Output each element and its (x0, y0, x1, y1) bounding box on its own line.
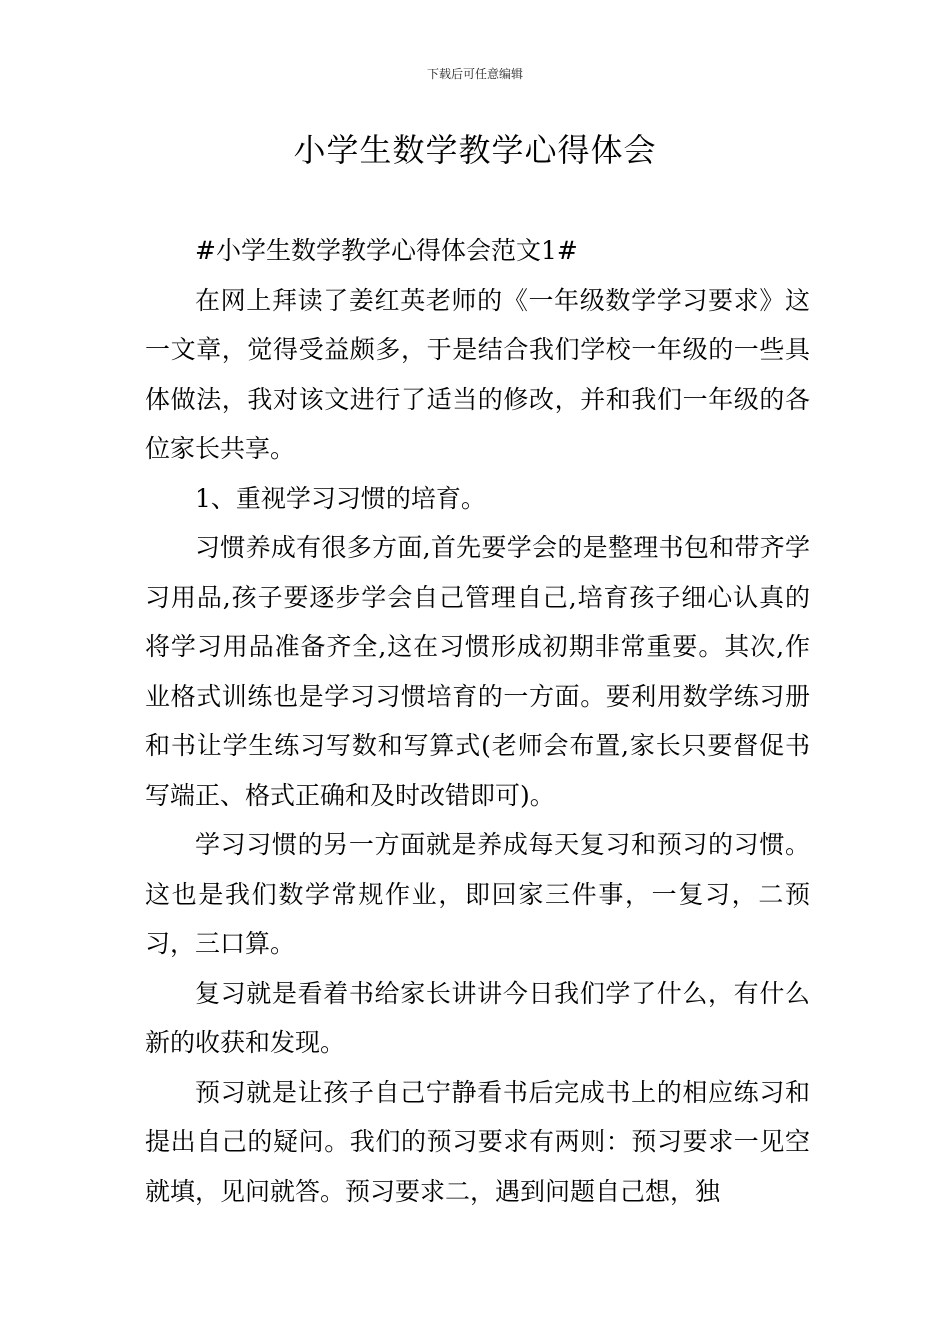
document-body (145, 226, 810, 1216)
paragraph-section-heading: 1、重视学习习惯的培育。 (195, 483, 486, 513)
header-note: 下载后可任意编辑 (426, 67, 523, 81)
paragraph-review-preview: 学习习惯的另一方面就是养成每天复习和预习的习惯。这也是我们数学常规作业，即回家三件事，一复习，二预习，三口算。 (145, 830, 810, 958)
paragraph-intro: 在网上拜读了姜红英老师的《一年级数学学习要求》这一文章，觉得受益颇多，于是结合我们学校一年级的一些具体做法，我对该文进行了适当的修改，并和我们一年级的各位家长共享。 (145, 285, 810, 463)
paragraph-subtitle: #小学生数学教学心得体会范文1# (195, 236, 578, 265)
paragraph-habits: 习惯养成有很多方面,首先要学会的是整理书包和带齐学习用品,孩子要逐步学会自己管理自己,培育孩子细心认真的将学习用品准备齐全,这在习惯形成初期非常重要。其次,作业格式训练也是学习习惯培育的一方面。要利用数学练习册和书让学生练习写数和写算式(老师会布置,家长只要督促书写端正、格式正确和及时改错即可)。 (145, 533, 810, 810)
paragraph-review: 复习就是看着书给家长讲讲今日我们学了什么，有什么新的收获和发现。 (145, 978, 810, 1057)
paragraph-preview: 预习就是让孩子自己宁静看书后完成书上的相应练习和提出自己的疑问。我们的预习要求有两则：预习要求一见空就填，见问就答。预习要求二，遇到问题自己想，独 (145, 1077, 810, 1206)
document-title: 小学生数学教学心得体会 (293, 131, 657, 169)
